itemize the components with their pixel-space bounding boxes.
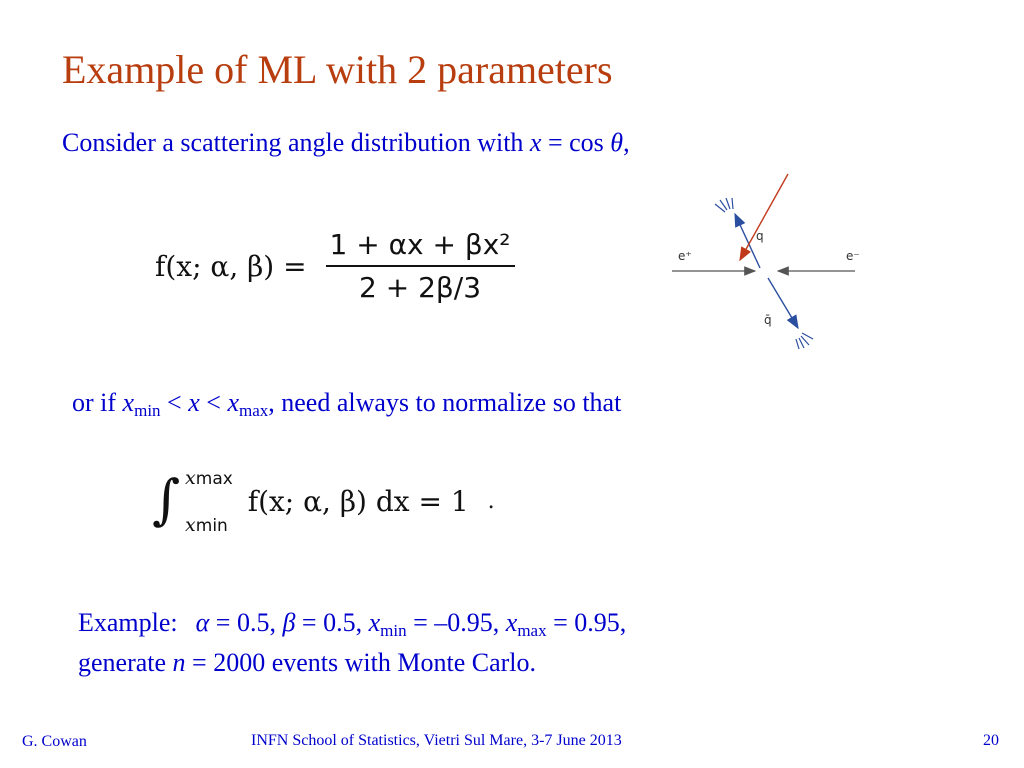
integral-body: f(x; α, β) dx = 1 <box>247 485 469 518</box>
quark-label: q <box>756 229 764 243</box>
antiquark-arrow <box>768 278 798 328</box>
norm-lt1: < <box>160 388 189 417</box>
formula-fraction <box>326 228 515 304</box>
norm-sub-min: min <box>134 401 161 420</box>
example-line-2 <box>78 648 536 678</box>
e-minus-label: e⁻ <box>846 249 860 263</box>
upper-x: x <box>185 466 196 489</box>
example-xmax: x <box>505 608 518 637</box>
quark-jet-icon <box>715 198 733 212</box>
integral-lower-limit <box>185 513 233 536</box>
example-line-1 <box>78 608 626 638</box>
lower-x: x <box>185 513 196 536</box>
example-label: Example: <box>78 608 178 637</box>
norm-lt2: < <box>199 388 228 417</box>
footer-event: INFN School of Statistics, Vietri Sul Mare, 3-7 June 2013 <box>251 732 622 749</box>
formula-numerator: 1 + αx + βx² <box>326 228 515 267</box>
integral-period: . <box>487 489 495 514</box>
upper-sub: max <box>195 468 233 489</box>
antiquark-label: q̄ <box>764 313 772 327</box>
example-xmin-sub: min <box>380 621 407 640</box>
antiquark-jet-icon <box>796 333 813 349</box>
pdf-formula <box>155 228 515 304</box>
integral-limits <box>185 466 233 536</box>
norm-x2: x <box>188 388 200 417</box>
example-beta-value: = 0.5, <box>295 608 369 637</box>
norm-x1: x <box>122 388 135 417</box>
scattering-diagram <box>660 168 880 358</box>
var-theta: θ <box>610 128 624 157</box>
example-xmax-value: = 0.95, <box>546 608 627 637</box>
norm-prefix: or if <box>72 388 123 417</box>
example-events: = 2000 events with Monte Carlo. <box>185 648 537 677</box>
formula-lhs: f(x; α, β) = <box>155 249 307 283</box>
norm-suffix: , need always to normalize so that <box>268 388 622 417</box>
e-plus-label: e⁺ <box>678 249 692 263</box>
norm-sub-max: max <box>238 401 269 420</box>
example-alpha: α <box>195 608 210 637</box>
intro-line <box>62 128 630 158</box>
normalization-line <box>72 388 621 418</box>
example-xmin: x <box>368 608 381 637</box>
example-alpha-value: = 0.5, <box>209 608 283 637</box>
intro-end: , <box>623 128 630 157</box>
example-generate: generate <box>78 648 173 677</box>
integral-sign: ∫ <box>152 468 181 531</box>
lower-sub: min <box>195 515 228 536</box>
example-xmin-value: = –0.95, <box>406 608 506 637</box>
example-n: n <box>172 648 186 677</box>
norm-x3: x <box>227 388 239 417</box>
integral-upper-limit <box>185 466 233 489</box>
formula-denominator: 2 + 2β/3 <box>359 271 482 304</box>
example-xmax-sub: max <box>517 621 547 640</box>
intro-eq: = cos <box>541 128 611 157</box>
intro-text: Consider a scattering angle distribution with <box>62 128 530 157</box>
footer-author: G. Cowan <box>22 733 87 750</box>
var-x: x <box>529 128 542 157</box>
theta-direction-arrow <box>740 174 788 260</box>
normalization-integral <box>152 466 495 536</box>
slide-title: Example of ML with 2 parameters <box>62 47 613 92</box>
footer-page-number: 20 <box>983 732 999 749</box>
example-beta: β <box>282 608 296 637</box>
